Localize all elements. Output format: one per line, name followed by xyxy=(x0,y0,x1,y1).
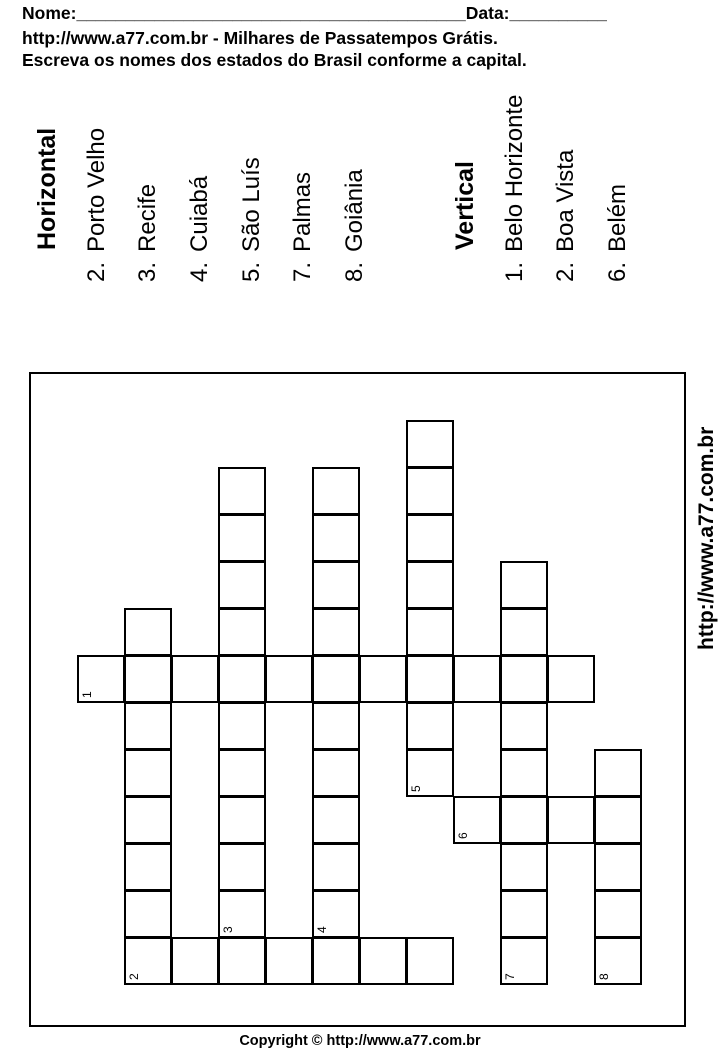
grid-cell[interactable] xyxy=(218,561,266,609)
grid-cell[interactable] xyxy=(406,702,454,750)
copyright: Copyright © http://www.a77.com.br xyxy=(239,1033,481,1049)
grid-cell[interactable] xyxy=(124,749,172,797)
grid-cell[interactable] xyxy=(594,890,642,938)
clue-number: 6 xyxy=(456,832,470,839)
grid-cell[interactable] xyxy=(312,514,360,562)
grid-cell[interactable] xyxy=(312,467,360,515)
grid-cell[interactable] xyxy=(406,937,454,985)
grid-cell[interactable] xyxy=(500,655,548,703)
clue-number: 2 xyxy=(127,973,141,980)
grid-cell[interactable] xyxy=(124,702,172,750)
grid-cell[interactable] xyxy=(312,937,360,985)
clue-number: 4 xyxy=(315,926,329,933)
clue-number: 7 xyxy=(503,973,517,980)
grid-cell[interactable] xyxy=(406,655,454,703)
grid-cell[interactable] xyxy=(171,937,219,985)
grid-cell[interactable] xyxy=(124,796,172,844)
grid-cell[interactable] xyxy=(312,655,360,703)
grid-cell[interactable] xyxy=(124,655,172,703)
grid-cell[interactable] xyxy=(171,655,219,703)
clue-vertical-2: 2.Boa Vista xyxy=(552,149,579,282)
grid-cell[interactable] xyxy=(265,655,313,703)
grid-cell[interactable] xyxy=(218,937,266,985)
clue-vertical-1: 1.Belo Horizonte xyxy=(501,94,528,282)
grid-cell[interactable] xyxy=(312,749,360,797)
grid-cell[interactable] xyxy=(312,561,360,609)
grid-cell[interactable] xyxy=(218,467,266,515)
clue-number: 8 xyxy=(597,973,611,980)
grid-cell[interactable] xyxy=(359,937,407,985)
grid-cell[interactable] xyxy=(124,608,172,656)
grid-cell[interactable] xyxy=(218,749,266,797)
crossword-board xyxy=(29,372,686,1027)
grid-cell[interactable] xyxy=(547,796,595,844)
grid-cell[interactable] xyxy=(406,561,454,609)
clue-number: 3 xyxy=(221,926,235,933)
grid-cell[interactable] xyxy=(124,843,172,891)
horizontal-heading: Horizontal xyxy=(33,127,61,250)
grid-cell[interactable] xyxy=(312,843,360,891)
grid-cell[interactable] xyxy=(453,655,501,703)
grid-cell[interactable] xyxy=(406,420,454,468)
grid-cell[interactable] xyxy=(406,608,454,656)
side-url: http://www.a77.com.br xyxy=(695,426,718,650)
clue-horizontal-8: 8.Goiânia xyxy=(341,169,368,282)
grid-cell[interactable] xyxy=(312,608,360,656)
site-tagline: http://www.a77.com.br - Milhares de Passatempos Grátis. xyxy=(22,28,498,48)
clue-number: 5 xyxy=(409,785,423,792)
grid-cell[interactable] xyxy=(500,702,548,750)
clue-horizontal-5: 5.São Luís xyxy=(238,157,265,282)
grid-cell[interactable] xyxy=(547,655,595,703)
grid-cell[interactable] xyxy=(124,890,172,938)
instructions: Escreva os nomes dos estados do Brasil conforme a capital. xyxy=(22,50,527,70)
grid-cell[interactable] xyxy=(218,514,266,562)
grid-cell[interactable] xyxy=(500,608,548,656)
grid-cell[interactable] xyxy=(218,796,266,844)
grid-cell[interactable] xyxy=(312,796,360,844)
vertical-heading: Vertical xyxy=(451,161,479,250)
clue-number: 1 xyxy=(80,691,94,698)
grid-cell[interactable] xyxy=(406,514,454,562)
clue-horizontal-7: 7.Palmas xyxy=(289,171,316,282)
grid-cell[interactable] xyxy=(218,702,266,750)
grid-cell[interactable] xyxy=(312,702,360,750)
name-date-line: Nome:________________________________________Data:__________ xyxy=(22,3,607,23)
grid-cell[interactable] xyxy=(406,467,454,515)
clue-horizontal-2: 2.Porto Velho xyxy=(83,127,110,282)
clue-vertical-6: 6.Belém xyxy=(604,183,631,282)
grid-cell[interactable] xyxy=(500,796,548,844)
grid-cell[interactable] xyxy=(500,843,548,891)
grid-cell[interactable] xyxy=(265,937,313,985)
grid-cell[interactable] xyxy=(218,655,266,703)
clue-horizontal-4: 4.Cuiabá xyxy=(186,175,213,282)
grid-cell[interactable] xyxy=(218,608,266,656)
grid-cell[interactable] xyxy=(500,749,548,797)
grid-cell[interactable] xyxy=(594,749,642,797)
grid-cell[interactable] xyxy=(594,843,642,891)
grid-cell[interactable] xyxy=(500,890,548,938)
grid-cell[interactable] xyxy=(359,655,407,703)
grid-cell[interactable] xyxy=(594,796,642,844)
grid-cell[interactable] xyxy=(218,843,266,891)
grid-cell[interactable] xyxy=(500,561,548,609)
clue-horizontal-3: 3.Recife xyxy=(134,183,161,282)
